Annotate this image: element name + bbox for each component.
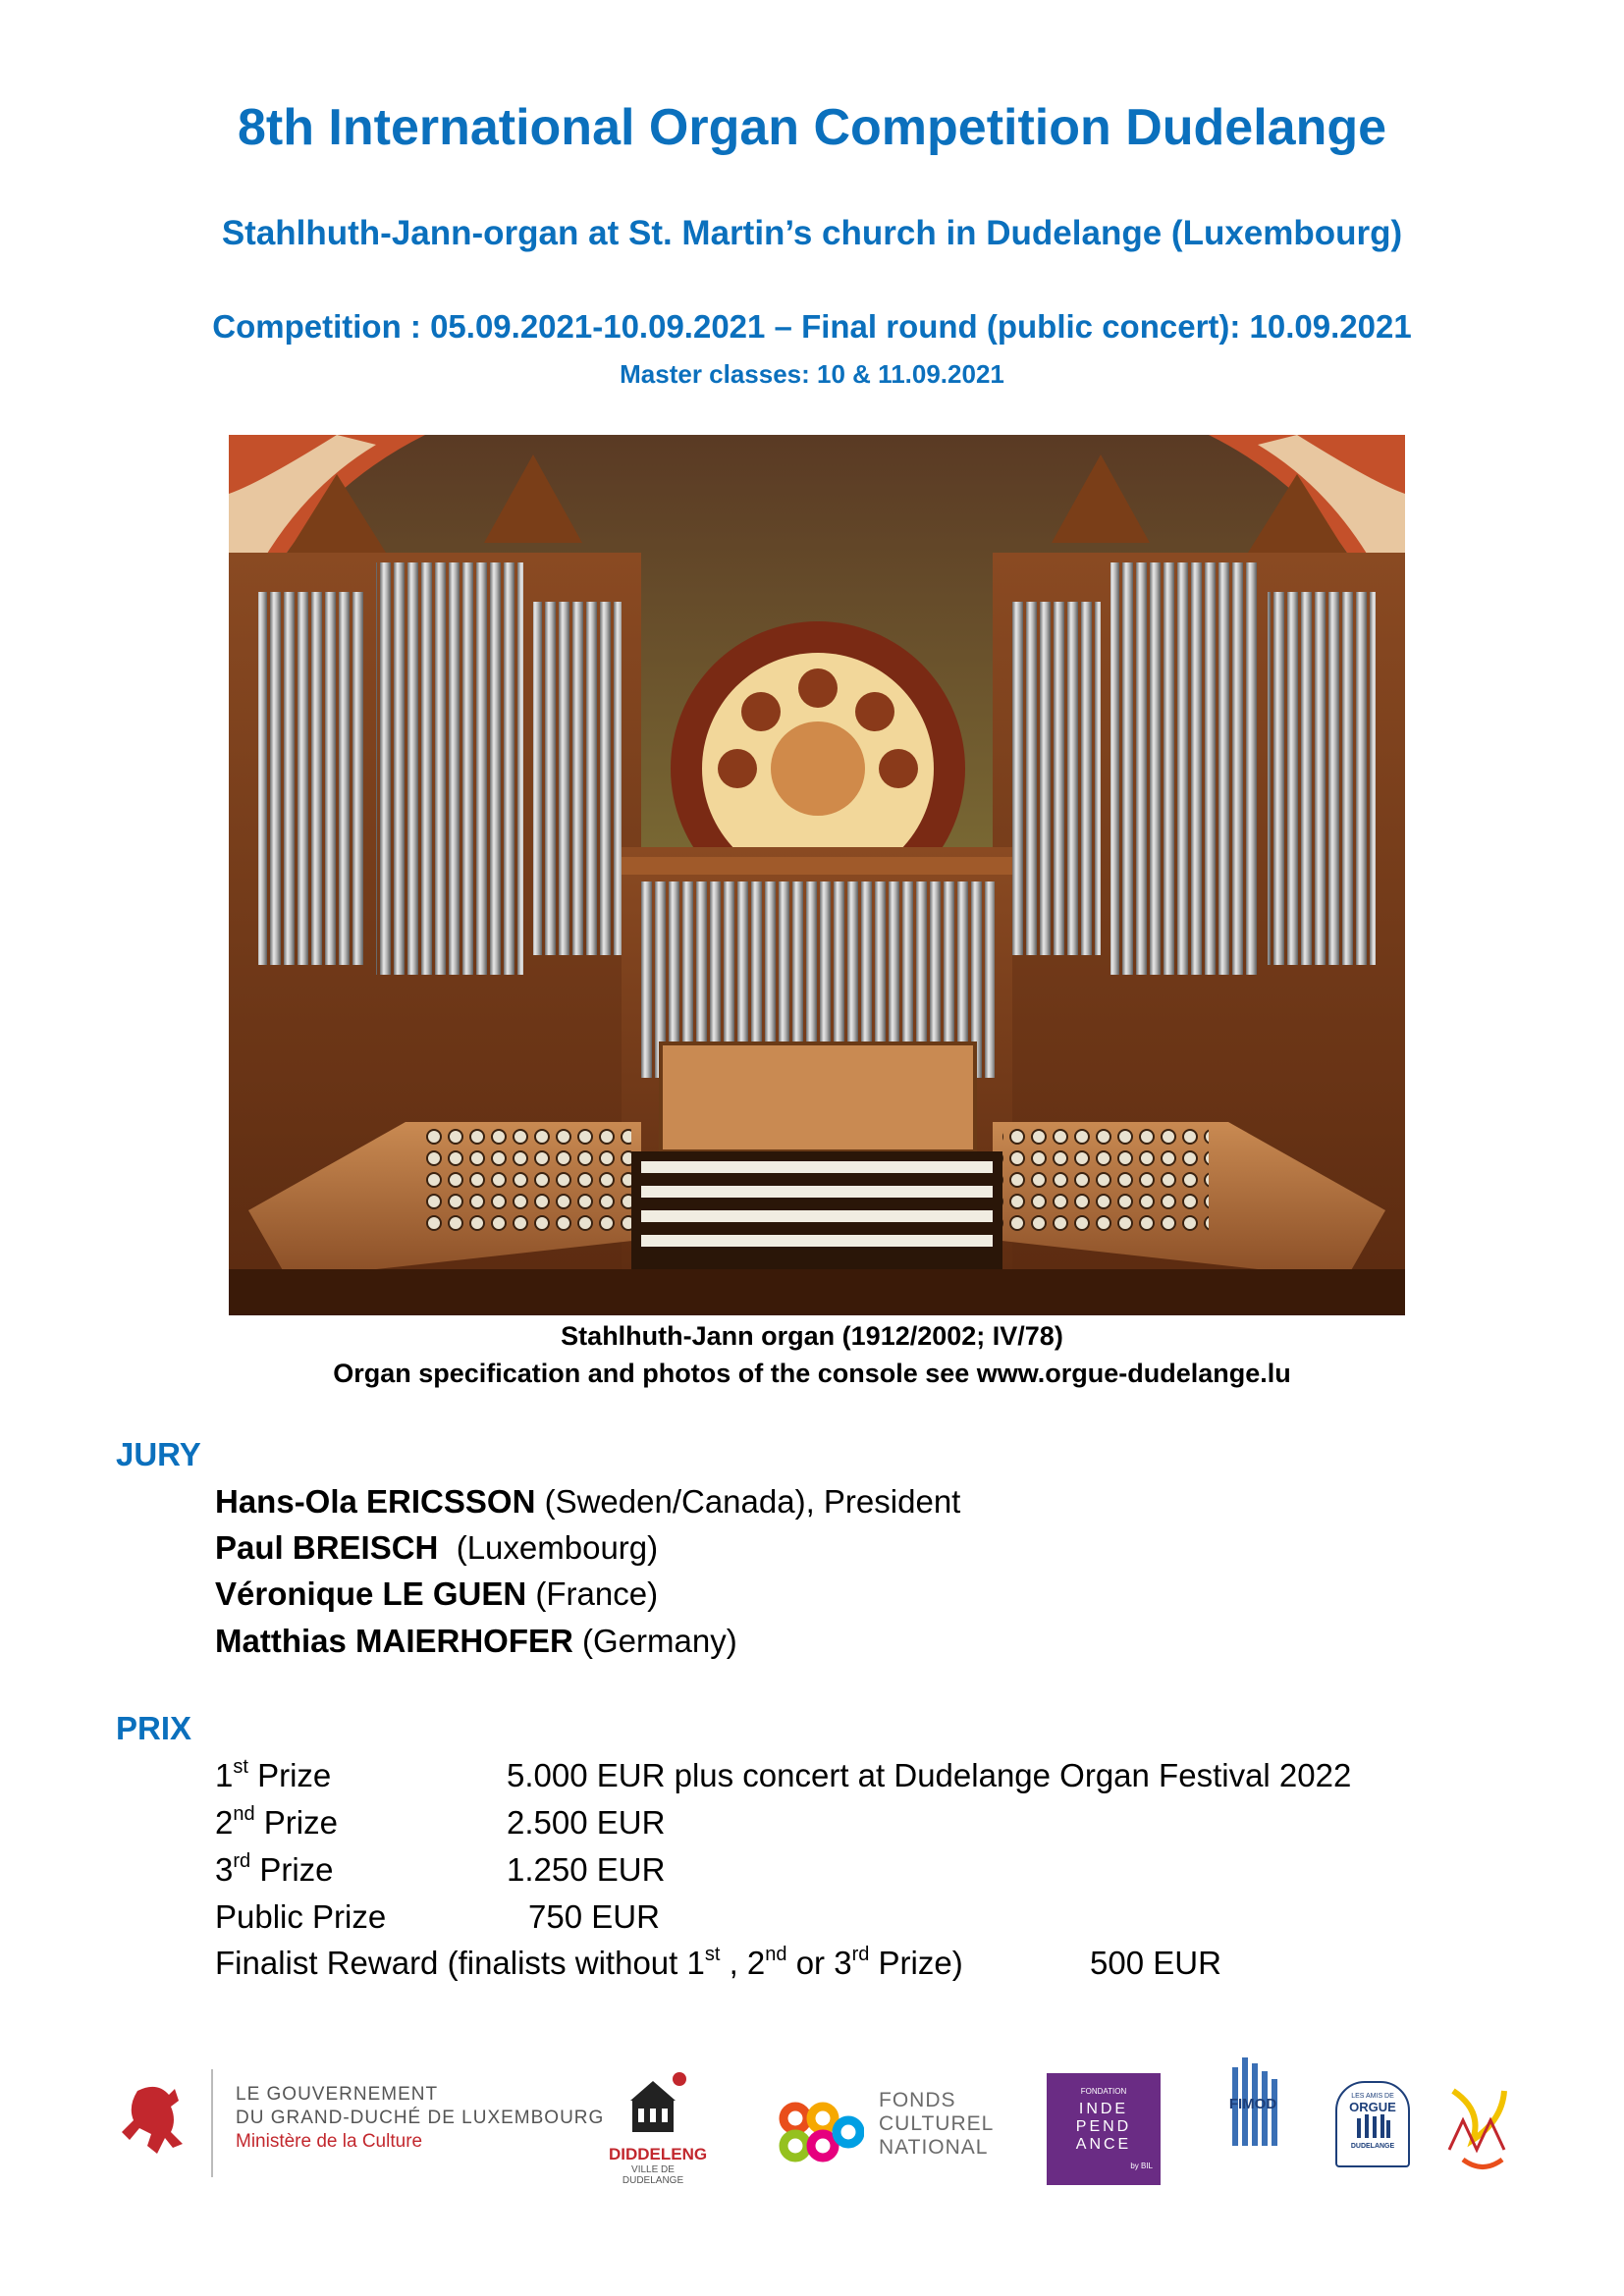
page-subtitle: Stahlhuth-Jann-organ at St. Martin’s church in Dudelange (Luxembourg) bbox=[221, 214, 1403, 252]
prize-amount: 2.500 EUR bbox=[507, 1804, 666, 1841]
jury-member: Matthias MAIERHOFER (Germany) bbox=[215, 1623, 737, 1659]
prize-amount: 5.000 EUR plus concert at Dudelange Organ Festival 2022 bbox=[507, 1757, 1352, 1793]
diddeleng-logo: DIDDELENG VILLE DE DUDELANGE bbox=[609, 2071, 697, 2186]
prize-amount: 1.250 EUR bbox=[507, 1851, 666, 1888]
prize-amount: 500 EUR bbox=[1090, 1945, 1221, 1981]
competition-dates: Competition : 05.09.2021-10.09.2021 – Final round (public concert): 10.09.2021 bbox=[212, 308, 1412, 345]
photo-caption-title: Stahlhuth-Jann organ (1912/2002; IV/78) bbox=[561, 1321, 1063, 1351]
fondation-independance-logo: FONDATION INDE PEND ANCE by BIL bbox=[1047, 2073, 1161, 2185]
logo-divider bbox=[211, 2069, 213, 2177]
fonds-culturel-logo bbox=[776, 2099, 864, 2172]
festival-logo bbox=[1443, 2081, 1512, 2184]
page-title: 8th International Organ Competition Dudelange bbox=[237, 99, 1387, 156]
photo-caption-link: Organ specification and photos of the console see www.orgue-dudelange.lu bbox=[333, 1359, 1291, 1388]
fonds-culturel-text: FONDS CULTUREL NATIONAL bbox=[879, 2089, 995, 2159]
prize-amount: 750 EUR bbox=[528, 1898, 660, 1935]
master-classes-dates: Master classes: 10 & 11.09.2021 bbox=[620, 359, 1004, 389]
prize-label: Finalist Reward (finalists without 1st , 2nd or 3rd Prize) bbox=[215, 1944, 963, 1981]
jury-member: Hans-Ola ERICSSON (Sweden/Canada), President bbox=[215, 1483, 961, 1520]
jury-member: Véronique LE GUEN (France) bbox=[215, 1575, 659, 1612]
sponsor-logos bbox=[0, 2052, 1624, 2209]
prize-label: 1st Prize bbox=[215, 1756, 332, 1793]
jury-member: Paul BREISCH (Luxembourg) bbox=[215, 1529, 659, 1566]
fimod-logo: FIMOD bbox=[1221, 2057, 1284, 2112]
government-logo-text: LE GOUVERNEMENT DU GRAND-DUCHÉ DE LUXEMBOURG Ministère de la Culture bbox=[236, 2084, 605, 2152]
organ-photo bbox=[229, 435, 1405, 1315]
prize-label: 3rd Prize bbox=[215, 1850, 334, 1888]
prize-label: Public Prize bbox=[215, 1898, 387, 1935]
amis-orgue-logo: LES AMIS DE ORGUE DUDELANGE bbox=[1335, 2081, 1410, 2167]
prize-label: 2nd Prize bbox=[215, 1803, 338, 1841]
jury-heading: JURY bbox=[116, 1436, 201, 1472]
luxembourg-lion-logo bbox=[118, 2081, 196, 2168]
prix-heading: PRIX bbox=[116, 1710, 192, 1746]
